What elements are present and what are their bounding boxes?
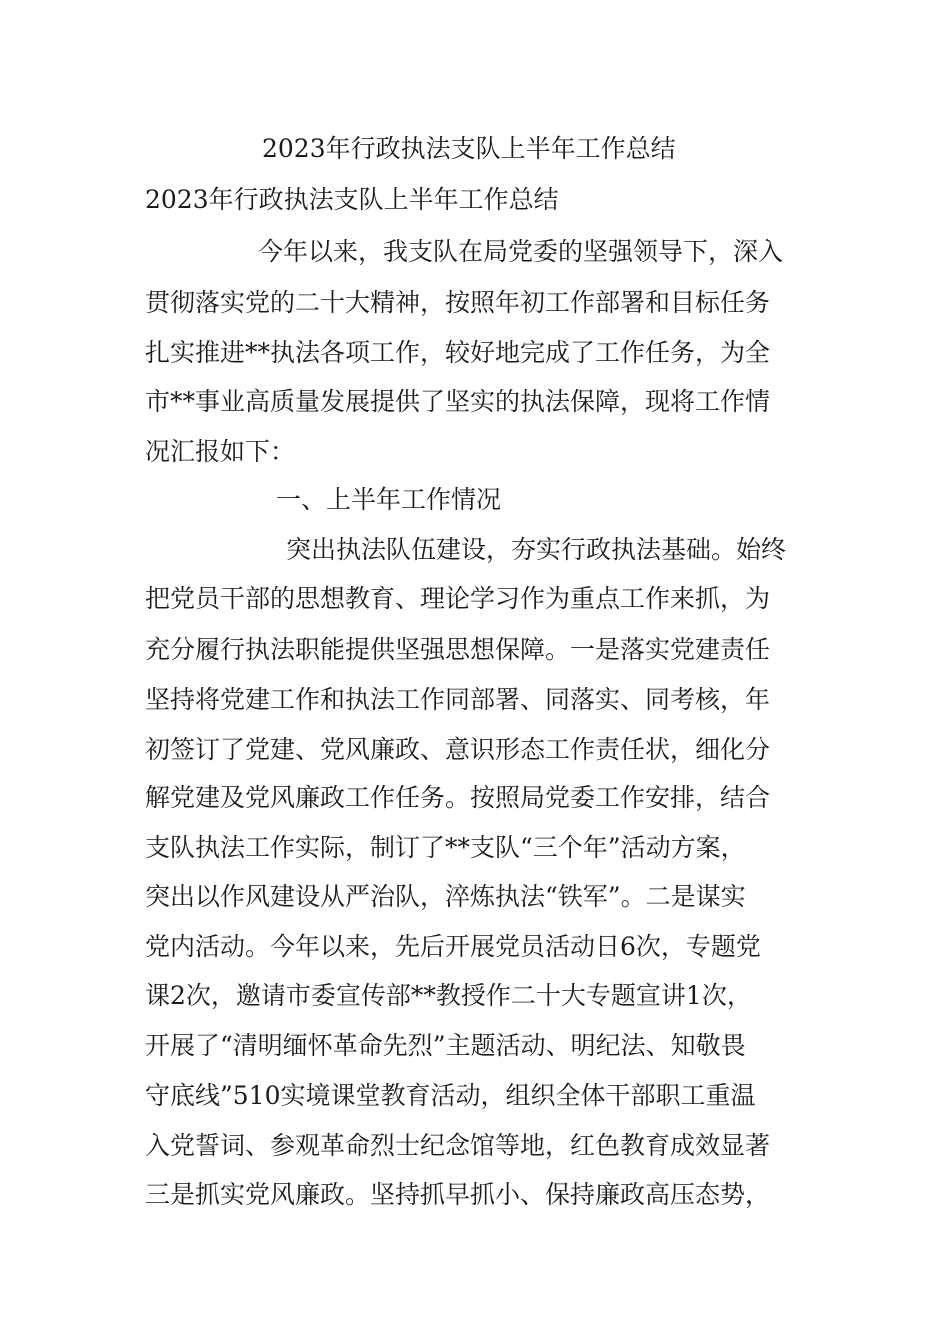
section-line: 解党建及党风廉政工作任务。按照局党委工作安排，结合 — [145, 783, 771, 812]
section-line: 开展了“清明缅怀革命先烈”主题活动、明纪法、知敬畏 — [145, 1031, 746, 1060]
intro-line: 今年以来，我支队在局党委的坚强领导下，深入 — [258, 237, 784, 266]
document-subtitle: 2023年行政执法支队上半年工作总结 — [145, 185, 559, 214]
section-line: 突出以作风建设从严治队，淬炼执法“铁军”。二是谋实 — [145, 882, 746, 911]
section-line: 党内活动。今年以来，先后开展党员活动日6次，专题党 — [145, 932, 761, 961]
section-line: 三是抓实党风廉政。坚持抓早抓小、保持廉政高压态势， — [145, 1180, 771, 1209]
section-line: 初签订了党建、党风廉政、意识形态工作责任状，细化分 — [145, 735, 771, 764]
section-line: 充分履行执法职能提供坚强思想保障。一是落实党建责任 — [145, 635, 771, 664]
intro-line: 市**事业高质量发展提供了坚实的执法保障，现将工作情 — [145, 387, 771, 416]
document-title: 2023年行政执法支队上半年工作总结 — [262, 134, 676, 163]
section-line: 坚持将党建工作和执法工作同部署、同落实、同考核，年 — [145, 685, 771, 714]
section-line: 支队执法工作实际，制订了**支队“三个年”活动方案， — [145, 833, 746, 862]
section-line: 突出执法队伍建设，夯实行政执法基础。始终 — [286, 535, 787, 564]
section-line: 课2次，邀请市委宣传部**教授作二十大专题宣讲1次， — [145, 981, 752, 1010]
section-line: 守底线”510实境课堂教育活动，组织全体干部职工重温 — [145, 1081, 756, 1110]
section-heading: 一、上半年工作情况 — [276, 485, 502, 514]
section-line: 入党誓词、参观革命烈士纪念馆等地，红色教育成效显著 — [145, 1131, 771, 1160]
section-line: 把党员干部的思想教育、理论学习作为重点工作来抓，为 — [145, 584, 771, 613]
intro-line: 况汇报如下： — [145, 437, 296, 466]
intro-line: 扎实推进**执法各项工作，较好地完成了工作任务，为全 — [145, 338, 771, 367]
intro-line: 贯彻落实党的二十大精神，按照年初工作部署和目标任务 — [145, 288, 771, 317]
